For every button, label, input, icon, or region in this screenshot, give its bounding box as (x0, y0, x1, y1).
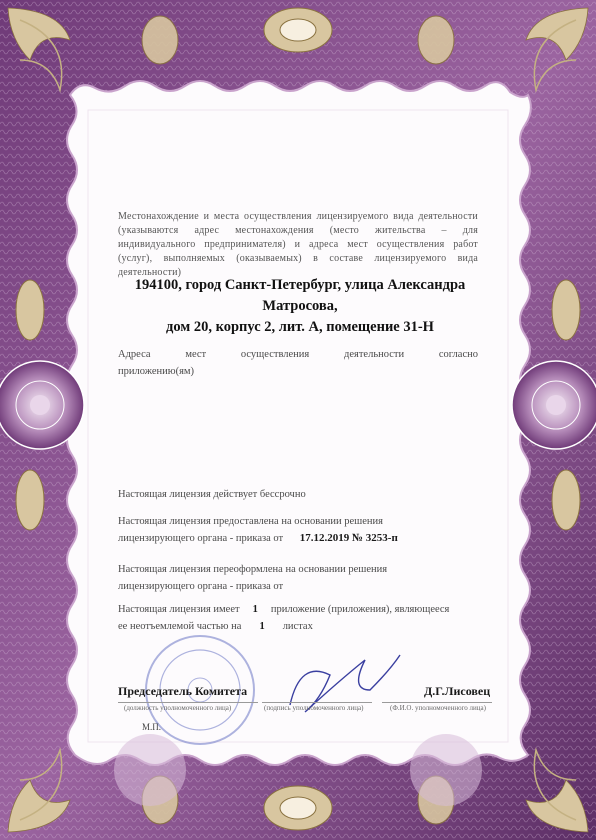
granted-line-1: Настоящая лицензия предоставлена на основании решения (118, 516, 383, 527)
reissued-line-2: лицензирующего органа - приказа от (118, 581, 284, 592)
appendix-addresses-line-2: приложению(ям) (118, 366, 195, 377)
granted-line-2 (118, 530, 488, 547)
granted-line-2-label: лицензирующего органа - приказа от (118, 533, 284, 544)
granted-order-number: 17.12.2019 № 3253-п (299, 532, 398, 544)
address-line-1: 194100, город Санкт-Петербург, улица Александра Матросова, (134, 277, 466, 314)
caption-position: (должность уполномоченного лица) (124, 704, 232, 712)
validity-statement: Настоящая лицензия действует бессрочно (118, 489, 306, 500)
appendix-sheets: 1 (259, 621, 265, 632)
name-underline (382, 702, 492, 703)
appendix-block (118, 601, 498, 635)
appendix-addresses-line-1: Адреса мест осуществления деятельности согласно (118, 349, 478, 360)
signature-underline (262, 702, 372, 703)
appendix-line-2-b: листах (282, 621, 313, 632)
stamp-place: М.П. (142, 722, 162, 732)
signer-name: Д.Г.Лисовец (424, 684, 491, 698)
reissued-line-1: Настоящая лицензия переоформлена на основании решения (118, 564, 388, 575)
signer-position: Председатель Комитета (118, 684, 248, 698)
appendix-line-1-b: приложение (приложения), являющееся (270, 604, 450, 615)
appendix-line-2 (118, 618, 498, 635)
granted-block (118, 513, 488, 547)
appendix-line-2-a: ее неотъемлемой частью на (118, 621, 242, 632)
appendix-addresses (118, 346, 478, 380)
appendix-line-1-a: Настоящая лицензия имеет (118, 604, 240, 615)
address-block (110, 275, 490, 338)
address-line-2: дом 20, корпус 2, лит. А, помещение 31-Н (166, 319, 434, 335)
location-header: Местонахождение и места осуществления лицензируемого вида деятельности (указываются адрес местонахождения (место жительства – для индивидуального предпринимателя) и адреса мест осуществления работ (услуг), выполняемых (оказываемых) в составе лицензируемого вида деятельности) (118, 211, 478, 278)
reissued-block (118, 561, 488, 595)
appendix-count: 1 (252, 604, 258, 615)
caption-signature: (подпись уполномоченного лица) (264, 704, 364, 712)
appendix-line-1 (118, 601, 498, 618)
position-underline (118, 702, 258, 703)
caption-name: (Ф.И.О. уполномоченного лица) (390, 704, 486, 712)
